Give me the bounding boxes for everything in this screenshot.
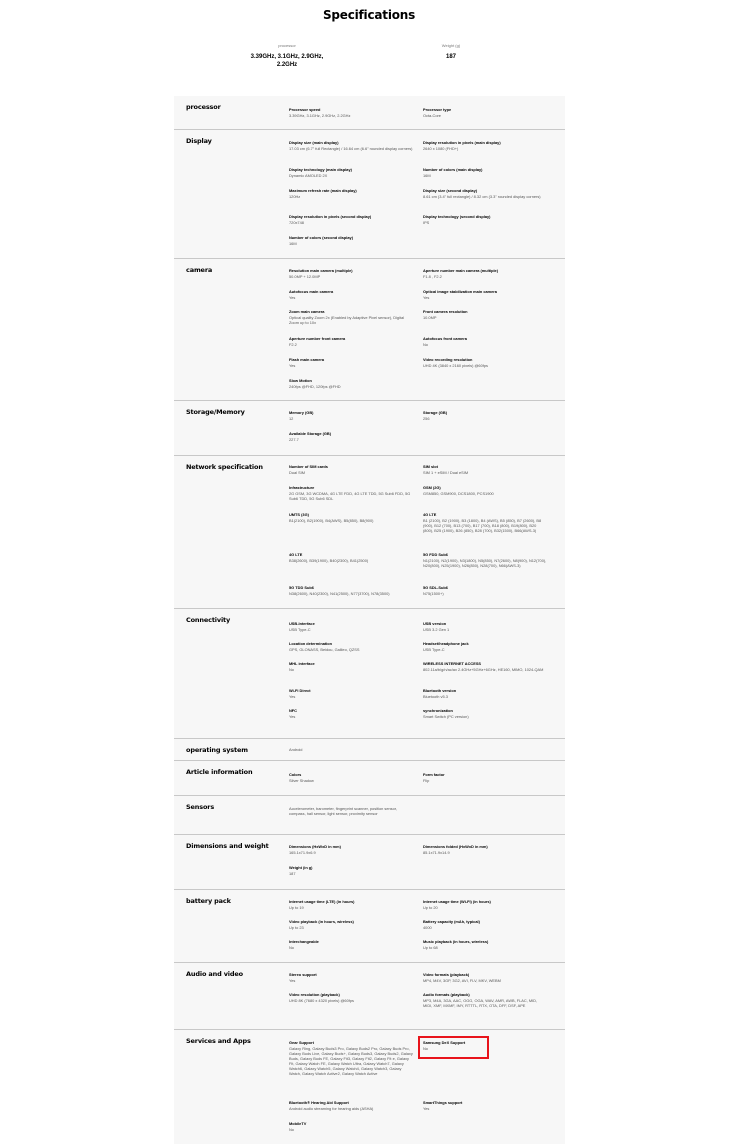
spec-item: [289, 188, 413, 199]
spec-label: Zoom main camera: [289, 309, 325, 314]
spec-label: Samsung DeX Support: [423, 1040, 466, 1045]
spec-value: N38(2600), N40(2300), N41(2500), N77(3700), N78(3500): [289, 591, 390, 596]
spec-item: [289, 899, 413, 910]
spec-value: 227.7: [289, 437, 299, 442]
spec-label: Internet usage time (LTE) (in hours): [289, 899, 355, 904]
spec-item: [289, 552, 413, 563]
spec-value: Yes: [289, 295, 296, 300]
spec-label: Resolution main camera (multiple): [289, 268, 353, 273]
spec-value: IPS: [423, 220, 430, 225]
spec-value: Yes: [289, 978, 296, 983]
spec-item: [423, 972, 547, 983]
spec-item: [423, 167, 547, 178]
spec-value: MP3, M4A, 3GA, AAC, OGG, OGA, WAV, AMR, AWB, FLAC, MID, MIDI, XMF, MXMF, IMY, RTTTL, RTX, OTA, DFF, DSF, APE: [423, 998, 538, 1008]
spec-label: Display size (main display): [289, 140, 339, 145]
spec-value: USB 3.2 Gen 1: [423, 627, 450, 632]
spec-value: SIM 1 + eSIM / Dual eSIM: [423, 470, 469, 475]
section-title: operating system: [186, 746, 248, 754]
spec-label: Display technology (main display): [289, 167, 352, 172]
section-connectivity: [174, 608, 565, 738]
spec-label: Aperture number main camera (multiple): [423, 268, 499, 273]
spec-value: B1(2100), B2(1900), B4(AWS), B5(850), B8(900): [289, 518, 374, 523]
spec-label: Location determination: [289, 641, 333, 646]
spec-value: Dual SIM: [289, 470, 305, 475]
spec-label: SmartThings support: [423, 1100, 463, 1105]
section-title: Services and Apps: [186, 1037, 251, 1045]
spec-value: Flip: [423, 778, 430, 783]
specifications-table: [174, 96, 565, 1144]
spec-item: [289, 688, 413, 699]
spec-item: [289, 235, 413, 246]
spec-item: [423, 552, 547, 568]
summary-value: 187: [445, 54, 456, 60]
spec-value: 802.11a/b/g/n/ac/ax 2.4GHz+5GHz+6GHz, HE160, MIMO, 1024-QAM: [423, 667, 544, 672]
spec-item: [289, 865, 413, 876]
spec-item: [423, 688, 547, 699]
spec-label: Gear Support: [289, 1040, 314, 1045]
section-processor: [174, 96, 565, 129]
spec-item: [423, 268, 547, 279]
spec-item: [289, 309, 413, 325]
spec-value: No: [289, 1127, 294, 1132]
spec-item: [289, 919, 413, 930]
spec-label: Display resolution in pixels (main display): [423, 140, 501, 145]
spec-value: No: [289, 667, 294, 672]
section-camera: [174, 258, 565, 400]
spec-label: Dimensions folded (HxWxD in mm): [423, 844, 488, 849]
spec-label: USB version: [423, 621, 447, 626]
spec-label: 5G SDL-Sub6: [423, 585, 448, 590]
spec-label: MobileTV: [289, 1121, 307, 1126]
spec-label: Internet usage time (Wi-Fi) (in hours): [423, 899, 491, 904]
spec-value: Yes: [289, 714, 296, 719]
section-display: [174, 129, 565, 258]
section-title: Article information: [186, 768, 253, 776]
section-operating-system: [174, 738, 565, 760]
spec-label: Weight (in g): [289, 865, 313, 870]
spec-value: 8.61 cm (3.4" full rectangle) / 8.32 cm (3.3" rounded display corners): [423, 194, 541, 199]
spec-label: Infrastructure: [289, 485, 315, 490]
summary-processor: [246, 43, 328, 69]
spec-value: Up to 68: [423, 945, 438, 950]
spec-label: Video resolution (playback): [289, 992, 340, 997]
spec-value: 187: [289, 871, 296, 876]
spec-item: [423, 188, 547, 199]
spec-item: [289, 268, 413, 279]
spec-item: [289, 289, 413, 300]
spec-item: [289, 746, 413, 752]
section-services-apps: [174, 1029, 565, 1144]
spec-item: [289, 641, 413, 652]
spec-label: Processor speed: [289, 107, 321, 112]
spec-value: Optical quality Zoom 2x (Enabled by Adaptive Pixel sensor), Digital Zoom up to 10x: [289, 315, 405, 325]
spec-item: [289, 1121, 413, 1132]
spec-value: Android: [289, 747, 303, 752]
spec-item: [423, 585, 547, 596]
spec-label: 5G TDD Sub6: [289, 585, 314, 590]
spec-value: Accelerometer, barometer, fingerprint scanner, position sensor, compass, hall sensor, light sensor, proximity sensor: [289, 806, 397, 816]
spec-label: UMTS (3G): [289, 512, 309, 517]
spec-label: Display technology (second display): [423, 214, 491, 219]
spec-item: [423, 919, 547, 930]
spec-value: UHD 4K (3840 x 2160 pixels) @60fps: [423, 363, 488, 368]
spec-item: [423, 708, 547, 719]
spec-item: [423, 214, 547, 225]
spec-value: UHD 8K (7680 x 4320 pixels) @60fps: [289, 998, 354, 1003]
summary-value: 3.39GHz, 3.1GHz, 2.9GHz, 2.2GHz: [250, 54, 324, 68]
spec-item: [289, 167, 413, 178]
spec-label: MHL interface: [289, 661, 315, 666]
spec-label: Wi-Fi Direct: [289, 688, 311, 693]
spec-value: 3.39GHz, 3.1GHz, 2.9GHz, 2.2GHz: [289, 113, 351, 118]
spec-label: Bluetooth® Hearing Aid Support: [289, 1100, 349, 1105]
spec-item: [423, 485, 547, 496]
spec-label: Storage (GB): [423, 410, 447, 415]
spec-label: Video playback (in hours, wireless): [289, 919, 354, 924]
spec-item: [289, 939, 413, 950]
section-title: Sensors: [186, 803, 215, 811]
section-battery-pack: [174, 889, 565, 962]
spec-value: F2.2: [289, 342, 297, 347]
spec-value: 2G GSM, 3G WCDMA, 4G LTE FDD, 4G LTE TDD, 5G Sub6 FDD, 5G Sub6 TDD, 5G Sub6 SDL: [289, 491, 411, 501]
spec-value: No: [423, 1046, 428, 1051]
spec-item: [289, 585, 413, 596]
spec-label: Colors: [289, 772, 302, 777]
spec-value: Yes: [423, 1106, 430, 1111]
spec-value: Up to 23: [289, 925, 304, 930]
summary-label: Weight (g): [441, 43, 461, 48]
spec-value: Galaxy Ring, Galaxy Buds3 Pro, Galaxy Buds2 Pro, Galaxy Buds Pro, Galaxy Buds Live, Galaxy Buds+, Galaxy Buds3, Galaxy Buds2, Galaxy Buds, Galaxy Buds FE, Galaxy Fit3, Galaxy Fit2, Galaxy Fit e, Galaxy Fit, Galaxy Watch FE, Galaxy Watch Ultra, Galaxy Watch7, Galaxy Watch6, Galaxy Watch5, Galaxy Watch4, Galaxy Watch3, Galaxy Watch, Galaxy Watch Active2, Galaxy Watch Active: [289, 1046, 413, 1076]
spec-value: No: [423, 342, 428, 347]
spec-item: [289, 708, 413, 719]
spec-label: Video recording resolution: [423, 357, 473, 362]
spec-label: Bluetooth version: [423, 688, 457, 693]
section-title: processor: [186, 103, 221, 111]
spec-label: Available Storage (GB): [289, 431, 332, 436]
spec-item: [423, 939, 547, 950]
spec-value: 256: [423, 416, 430, 421]
spec-item: [289, 107, 413, 118]
spec-value: Yes: [289, 694, 296, 699]
spec-value: 165.1x71.9x6.9: [289, 850, 316, 855]
spec-label: Display resolution in pixels (second display): [289, 214, 372, 219]
spec-label: Slow Motion: [289, 378, 312, 383]
spec-label: 5G FDD Sub6: [423, 552, 448, 557]
spec-item: [423, 899, 547, 910]
spec-value: 12: [289, 416, 294, 421]
spec-label: Number of colors (second display): [289, 235, 353, 240]
spec-item: [423, 621, 547, 632]
highlight-box: [418, 1036, 489, 1059]
section-title: Connectivity: [186, 616, 231, 624]
spec-item: [289, 1100, 413, 1111]
spec-value: 16M: [289, 241, 297, 246]
spec-item: [423, 309, 547, 320]
spec-label: Battery capacity (mAh, typical): [423, 919, 480, 924]
spec-label: Form factor: [423, 772, 445, 777]
spec-value: 16M: [423, 173, 431, 178]
section-audio-video: [174, 962, 565, 1029]
spec-value: 720x748: [289, 220, 304, 225]
spec-label: Interchangeable: [289, 939, 319, 944]
spec-item: [423, 107, 547, 118]
section-title: Display: [186, 137, 212, 145]
spec-item: [289, 464, 413, 475]
spec-value: 10.0MP: [423, 315, 437, 320]
spec-value: USB Type-C: [423, 647, 445, 652]
section-dimensions-weight: [174, 834, 565, 889]
spec-item: [423, 512, 547, 533]
spec-item: [289, 772, 413, 783]
spec-item: [289, 844, 413, 855]
spec-label: Dimensions (HxWxD in mm): [289, 844, 341, 849]
spec-value: Octa-Core: [423, 113, 441, 118]
spec-label: Optical image stabilization main camera: [423, 289, 497, 294]
spec-item: [423, 641, 547, 652]
spec-label: Processor type: [423, 107, 452, 112]
spec-item: [289, 410, 413, 421]
spec-value: 4000: [423, 925, 432, 930]
spec-item: [289, 431, 413, 442]
spec-label: NFC: [289, 708, 297, 713]
spec-label: Maximum refresh rate (main display): [289, 188, 357, 193]
spec-value: MP4, M4V, 3GP, 3G2, AVI, FLV, MKV, WEBM: [423, 978, 501, 983]
spec-value: Up to 19: [289, 905, 304, 910]
spec-value: 85.1x71.9x14.9: [423, 850, 450, 855]
spec-item: [289, 972, 413, 983]
spec-value: Dynamic AMOLED 2X: [289, 173, 328, 178]
spec-label: 4G LTE: [289, 552, 303, 557]
spec-item: [423, 410, 547, 421]
spec-item: [423, 844, 547, 855]
spec-label: Stereo support: [289, 972, 317, 977]
spec-label: Memory (GB): [289, 410, 314, 415]
spec-value: 17.03 cm (6.7" full Rectangle) / 16.64 cm (6.6" rounded display corners): [289, 146, 413, 151]
summary-label: processor: [278, 43, 296, 48]
section-title: camera: [186, 266, 213, 274]
spec-label: SIM slot: [423, 464, 438, 469]
section-title: Dimensions and weight: [186, 842, 269, 850]
section-network: [174, 455, 565, 608]
spec-value: N1(2100), N2(1900), N3(1800), N5(850), N7(2600), N8(900), N12(700), N20(800), N25(1900), N26(850), N28(700), N66(AWS-3): [423, 558, 547, 568]
spec-label: Audio formats (playback): [423, 992, 470, 997]
spec-item: [423, 336, 547, 347]
spec-item: [289, 661, 413, 672]
spec-value: F1.8 , F2.2: [423, 274, 442, 279]
spec-label: WIRELESS INTERNET ACCESS: [423, 661, 482, 666]
spec-value: USB Type-C: [289, 627, 311, 632]
spec-label: Display size (second display): [423, 188, 478, 193]
spec-item: [289, 214, 413, 225]
spec-item: [289, 805, 413, 816]
spec-label: USB-Interface: [289, 621, 315, 626]
spec-item: [423, 289, 547, 300]
spec-label: Front camera resolution: [423, 309, 468, 314]
section-sensors: [174, 795, 565, 834]
section-storage-memory: [174, 400, 565, 455]
spec-value: GSM850, GSM900, DCS1800, PCS1900: [423, 491, 494, 496]
spec-item: [423, 1100, 547, 1111]
spec-item: [423, 464, 547, 475]
spec-value: Yes: [423, 295, 430, 300]
spec-value: 2640 x 1080 (FHD+): [423, 146, 459, 151]
section-title: Audio and video: [186, 970, 243, 978]
spec-value: GPS, GLONASS, Beidou, Galileo, QZSS: [289, 647, 360, 652]
section-title: battery pack: [186, 897, 231, 905]
spec-item: [289, 378, 413, 389]
spec-label: Flash main camera: [289, 357, 325, 362]
spec-value: 240fps @FHD, 120fps @FHD: [289, 384, 341, 389]
section-article-information: [174, 760, 565, 795]
spec-value: Smart Switch (PC version): [423, 714, 469, 719]
spec-label: Headset/headphone jack: [423, 641, 469, 646]
spec-label: synchronization: [423, 708, 453, 713]
spec-value: Yes: [289, 363, 296, 368]
spec-label: Autofocus main camera: [289, 289, 334, 294]
spec-item: [289, 357, 413, 368]
spec-value: Android audio streaming for hearing aids (ASHA): [289, 1106, 374, 1111]
page-title: Specifications: [322, 8, 416, 22]
spec-item: [423, 992, 547, 1008]
spec-value: Bluetooth v5.3: [423, 694, 448, 699]
spec-value: N75(1500+): [423, 591, 444, 596]
spec-item: [423, 661, 547, 672]
spec-item: [289, 140, 413, 151]
spec-value: B38(2600), B39(1900), B40(2300), B41(2500): [289, 558, 369, 563]
spec-item: [289, 621, 413, 632]
spec-label: Number of SIM cards: [289, 464, 328, 469]
spec-value: Silver Shadow: [289, 778, 314, 783]
spec-label: Music playback (in hours, wireless): [423, 939, 489, 944]
spec-item: [423, 140, 547, 151]
spec-item: [289, 512, 413, 523]
section-title: Network specification: [186, 463, 263, 471]
spec-item: [289, 485, 413, 501]
spec-value: 50.0MP + 12.0MP: [289, 274, 321, 279]
spec-item: [289, 1040, 413, 1076]
spec-item: [423, 772, 547, 783]
spec-label: 4G LTE: [423, 512, 437, 517]
spec-label: GSM (2G): [423, 485, 441, 490]
spec-label: Autofocus front camera: [423, 336, 467, 341]
spec-item: [289, 336, 413, 347]
spec-value: 120Hz: [289, 194, 301, 199]
spec-label: Number of colors (main display): [423, 167, 483, 172]
spec-label: Video formats (playback): [423, 972, 470, 977]
spec-item: [289, 992, 413, 1003]
spec-value: B1 (2100), B2 (1900), B3 (1800), B4 (AWS), B5 (850), B7 (2600), B8 (900), B12 (700), B13 (700), B17 (700), B18 (800), B19(800), B20 (800), B25 (1900), B26 (850), B28 (700), B32(1500), B66(AWS-3): [423, 518, 542, 533]
summary-weight: [421, 43, 481, 61]
spec-label: Aperture number front camera: [289, 336, 346, 341]
spec-value: Up to 20: [423, 905, 438, 910]
spec-value: No: [289, 945, 294, 950]
spec-item: [423, 357, 547, 368]
section-title: Storage/Memory: [186, 408, 245, 416]
